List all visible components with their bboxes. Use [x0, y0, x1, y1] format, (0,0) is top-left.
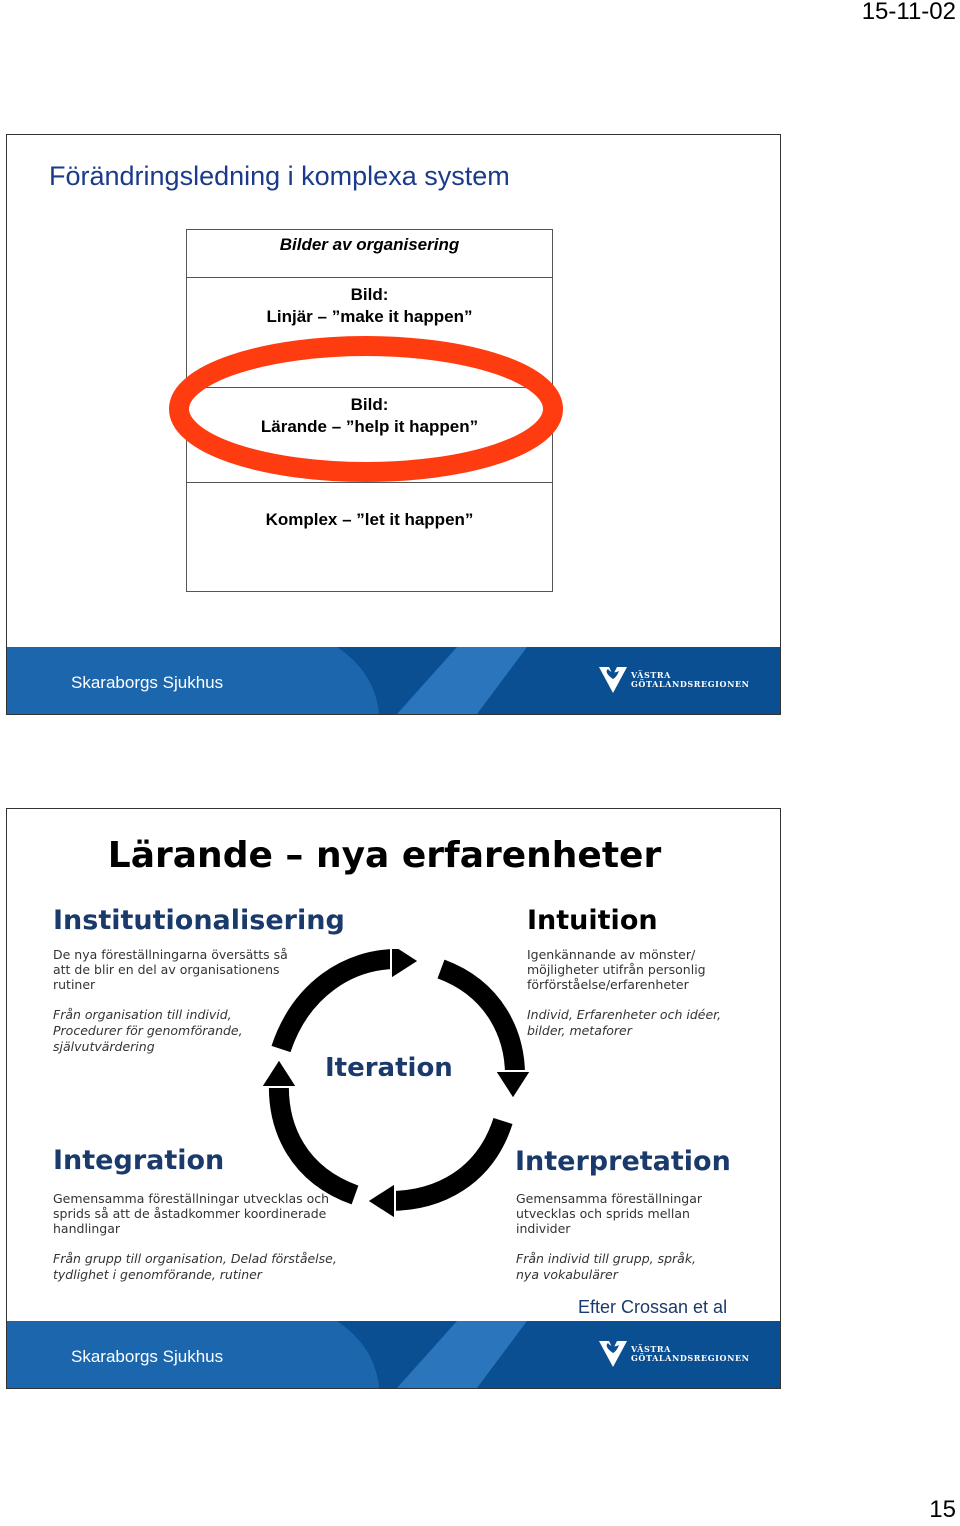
- arrow-top: [281, 949, 419, 1049]
- arrow-bottom: [367, 1121, 503, 1219]
- desc-line: Gemensamma föreställningar: [516, 1191, 702, 1206]
- row-label: Bild:: [350, 285, 389, 304]
- region-emblem-icon: [597, 1339, 629, 1369]
- desc-line: förförståelse/erfarenheter: [527, 977, 689, 992]
- footer-org-name: Skaraborgs Sjukhus: [71, 673, 224, 692]
- note-intuition: [527, 1007, 721, 1039]
- page-number: 15: [929, 1496, 956, 1523]
- row-label: Bild:: [350, 395, 389, 414]
- heading-intuition: Intuition: [527, 905, 658, 936]
- logo-line-1: VÄSTRA: [631, 1344, 671, 1354]
- note-institutionalisering: [53, 1007, 243, 1055]
- slide-title: Lärande – nya erfarenheter: [107, 835, 662, 876]
- note-line: Individ, Erfarenheter och idéer,: [527, 1007, 722, 1022]
- row-text: Lärande – ”help it happen”: [260, 417, 479, 436]
- note-line: Från organisation till individ,: [53, 1007, 232, 1022]
- note-line: självutvärdering: [53, 1039, 155, 1054]
- desc-institutionalisering: [53, 947, 288, 992]
- page-date: 15-11-02: [861, 0, 956, 25]
- note-line: bilder, metaforer: [527, 1023, 632, 1038]
- desc-line: sprids så att de åstadkommer koordinerade: [53, 1206, 327, 1221]
- desc-line: möjligheter utifrån personlig: [527, 962, 706, 977]
- iteration-label: Iteration: [325, 1053, 453, 1083]
- source-citation: Efter Crossan et al: [578, 1297, 728, 1317]
- note-line: Från individ till grupp, språk,: [516, 1251, 697, 1266]
- region-emblem-icon: [597, 665, 629, 695]
- note-line: nya vokabulärer: [516, 1267, 618, 1282]
- note-line: tydlighet i genomförande, rutiner: [53, 1267, 262, 1282]
- slide-title: Förändringsledning i komplexa system: [49, 161, 510, 191]
- table-row-complex: [187, 483, 552, 591]
- heading-institutionalisering: Institutionalisering: [53, 905, 345, 936]
- slide-2: [6, 808, 781, 1389]
- region-logo: [597, 665, 750, 697]
- logo-line-2: GÖTALANDSREGIONEN: [631, 1353, 750, 1363]
- table-header: Bilder av organisering: [187, 230, 552, 278]
- desc-intuition: [527, 947, 706, 992]
- desc-line: att de blir en del av organisationens: [53, 962, 280, 977]
- slide-footer: [7, 1321, 780, 1388]
- note-line: Procedurer för genomförande,: [53, 1023, 243, 1038]
- note-line: Från grupp till organisation, Delad förståelse,: [53, 1251, 337, 1266]
- logo-line-2: GÖTALANDSREGIONEN: [631, 679, 750, 689]
- desc-line: Gemensamma föreställningar utvecklas och: [53, 1191, 330, 1206]
- row-text: Komplex – ”let it happen”: [265, 510, 474, 529]
- arrow-right: [441, 969, 531, 1099]
- desc-interpretation: [516, 1191, 702, 1236]
- region-logo: [597, 1339, 750, 1371]
- highlight-ellipse: [168, 335, 564, 483]
- slide-footer: [7, 647, 780, 714]
- desc-line: handlingar: [53, 1221, 121, 1236]
- note-integration: [53, 1251, 337, 1283]
- heading-interpretation: Interpretation: [515, 1146, 731, 1177]
- slide-1: [6, 134, 781, 715]
- logo-line-1: VÄSTRA: [631, 670, 671, 680]
- desc-line: utvecklas och sprids mellan: [516, 1206, 690, 1221]
- desc-line: rutiner: [53, 977, 96, 992]
- row-text: Linjär – ”make it happen”: [266, 307, 473, 326]
- desc-line: individer: [516, 1221, 571, 1236]
- desc-line: Igenkännande av mönster/: [527, 947, 696, 962]
- desc-line: De nya föreställningarna översätts så: [53, 947, 288, 962]
- iteration-cycle: [259, 949, 535, 1219]
- note-interpretation: [516, 1251, 696, 1283]
- footer-org-name: Skaraborgs Sjukhus: [71, 1347, 224, 1366]
- heading-integration: Integration: [53, 1145, 225, 1176]
